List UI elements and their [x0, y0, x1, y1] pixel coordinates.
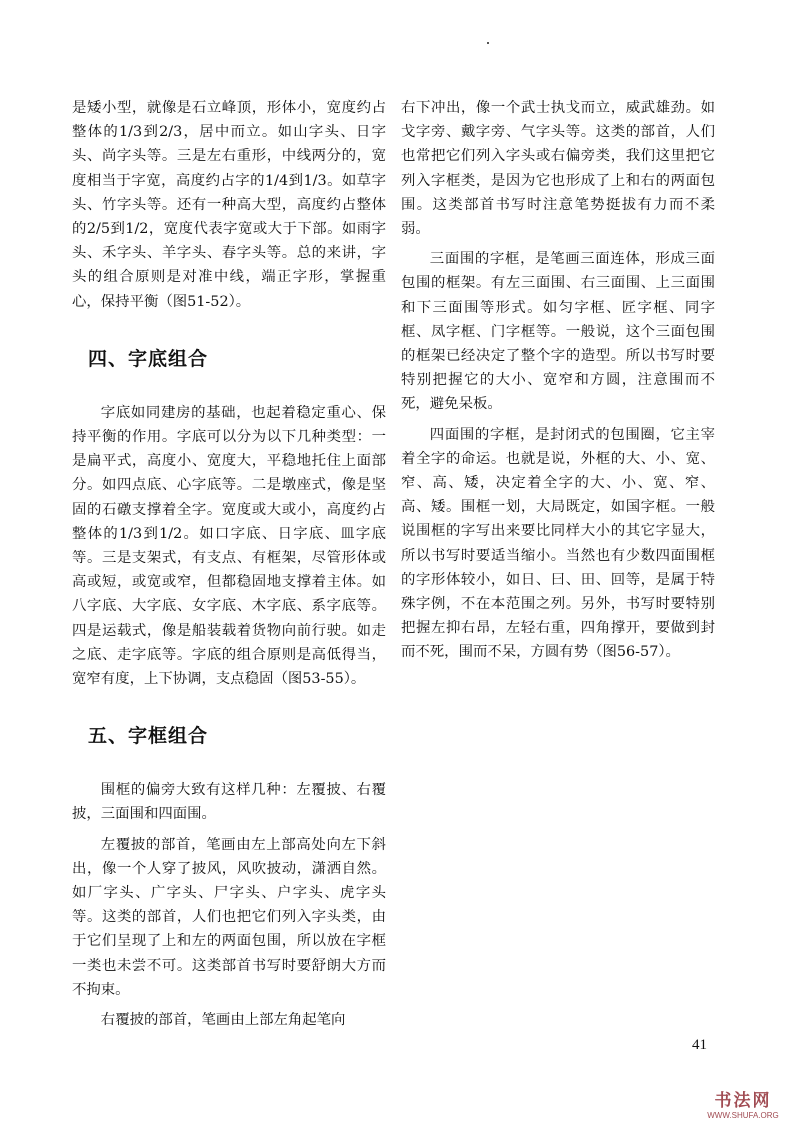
section-heading-zikuang: 五、字框组合: [88, 725, 209, 748]
left-column: [72, 96, 386, 1038]
watermark-url: WWW.SHUFA.ORG: [707, 1111, 779, 1120]
right-column: [401, 96, 715, 671]
paragraph-zidi: 字底如同建房的基础，也起着稳定重心、保持平衡的作用。字底可以分为以下几种类型：一是扁平式，高度小、宽度大，平稳地托住上面部分。如四点底、心字底等。二是墩座式，像是坚固的石礅支撑着全字。宽度或大或小，高度约占整体的1/3到1/2。如口字底、日字底、皿字底等。三是支架式，有支点、有框架，尽管形体或高或短，或宽或窄，但都稳固地支撑着主体。如八字底、大字底、女字底、木字底、系字底等。四是运载式，像是船装载着货物向前行驶。如走之底、走字底等。字底的组合原则是高低得当，宽窄有度，上下协调，支点稳固（图53-55）。: [72, 404, 386, 688]
paragraph-simianwei: 四面围的字框，是封闭式的包围圈，它主宰着全字的命运。也就是说，外框的大、小、宽、窄、高、矮，决定着全字的大、小、宽、窄、高、矮。围框一划，大局既定，如国字框。一般说围框的字写出来要比同样大小的其它字显大，所以书写时要适当缩小。当然也有少数四面围框的字形体较小，如日、曰、田、回等，是属于特殊字例，不在本范围之列。另外，书写时要特别把握左抑右昂，左轻右重，四角撑开，要做到封而不死，围而不呆，方圆有势（图56-57）。: [401, 426, 715, 661]
paragraph-youfupi-cont: 右下冲出，像一个武士执戈而立，威武雄劲。如戈字旁、戴字旁、气字头等。这类的部首，人们也常把它们列入字头或右偏旁类，我们这里把它列入字框类，是因为它也形成了上和右的两面包围。这类部首书写时注意笔势挺拔有力而不柔弱。: [401, 100, 715, 238]
watermark-logo: [700, 1086, 786, 1120]
paragraph-zitou-summary: 是矮小型，就像是石立峰顶，形体小，宽度约占整体的1/3到2/3，居中而立。如山字头、日字头、尚字头等。三是左右重形，中线两分的，宽度相当于字宽，高度约占字的1/4到1/3。如草字头、竹字头等。还有一种高大型，高度约占整体的2/5到1/2，宽度代表字宽或大于下部。如雨字头、禾字头、羊字头、春字头等。总的来讲，字头的组合原则是对准中线，端正字形，掌握重心，保持平衡（图51-52）。: [72, 100, 386, 310]
page-number: 41: [692, 1037, 707, 1053]
paragraph-weikuang-intro: 围框的偏旁大致有这样几种：左覆披、右覆披，三面围和四面围。: [72, 782, 386, 823]
paragraph-zuofupi: 左覆披的部首，笔画由左上部高处向左下斜出，像一个人穿了披风，风吹披动，潇洒自然。如厂字头、广字头、尸字头、户字头、虎字头等。这类的部首，人们也把它们列入字头类，由于它们呈现了上和左的两面包围，所以放在字框一类也未尝不可。这类部首书写时要舒朗大方而不拘束。: [72, 836, 386, 998]
section-heading-zidi: 四、字底组合: [88, 347, 209, 370]
watermark-name: 书法网: [714, 1091, 772, 1111]
paragraph-sanmianwei: 三面围的字框，是笔画三面连体，形成三面包围的框架。有左三面围、右三面围、上三面围和下三面围等形式。如匀字框、匠字框、同字框、凤字框、门字框等。一般说，这个三面包围的框架已经决定了整个字的造型。所以书写时要特别把握它的大小、宽窄和方圆，注意围而不死，避免呆板。: [401, 251, 715, 413]
paragraph-youfupi-start: 右覆披的部首，笔画由上部左角起笔向: [100, 1012, 346, 1029]
scan-speck: [487, 42, 489, 44]
